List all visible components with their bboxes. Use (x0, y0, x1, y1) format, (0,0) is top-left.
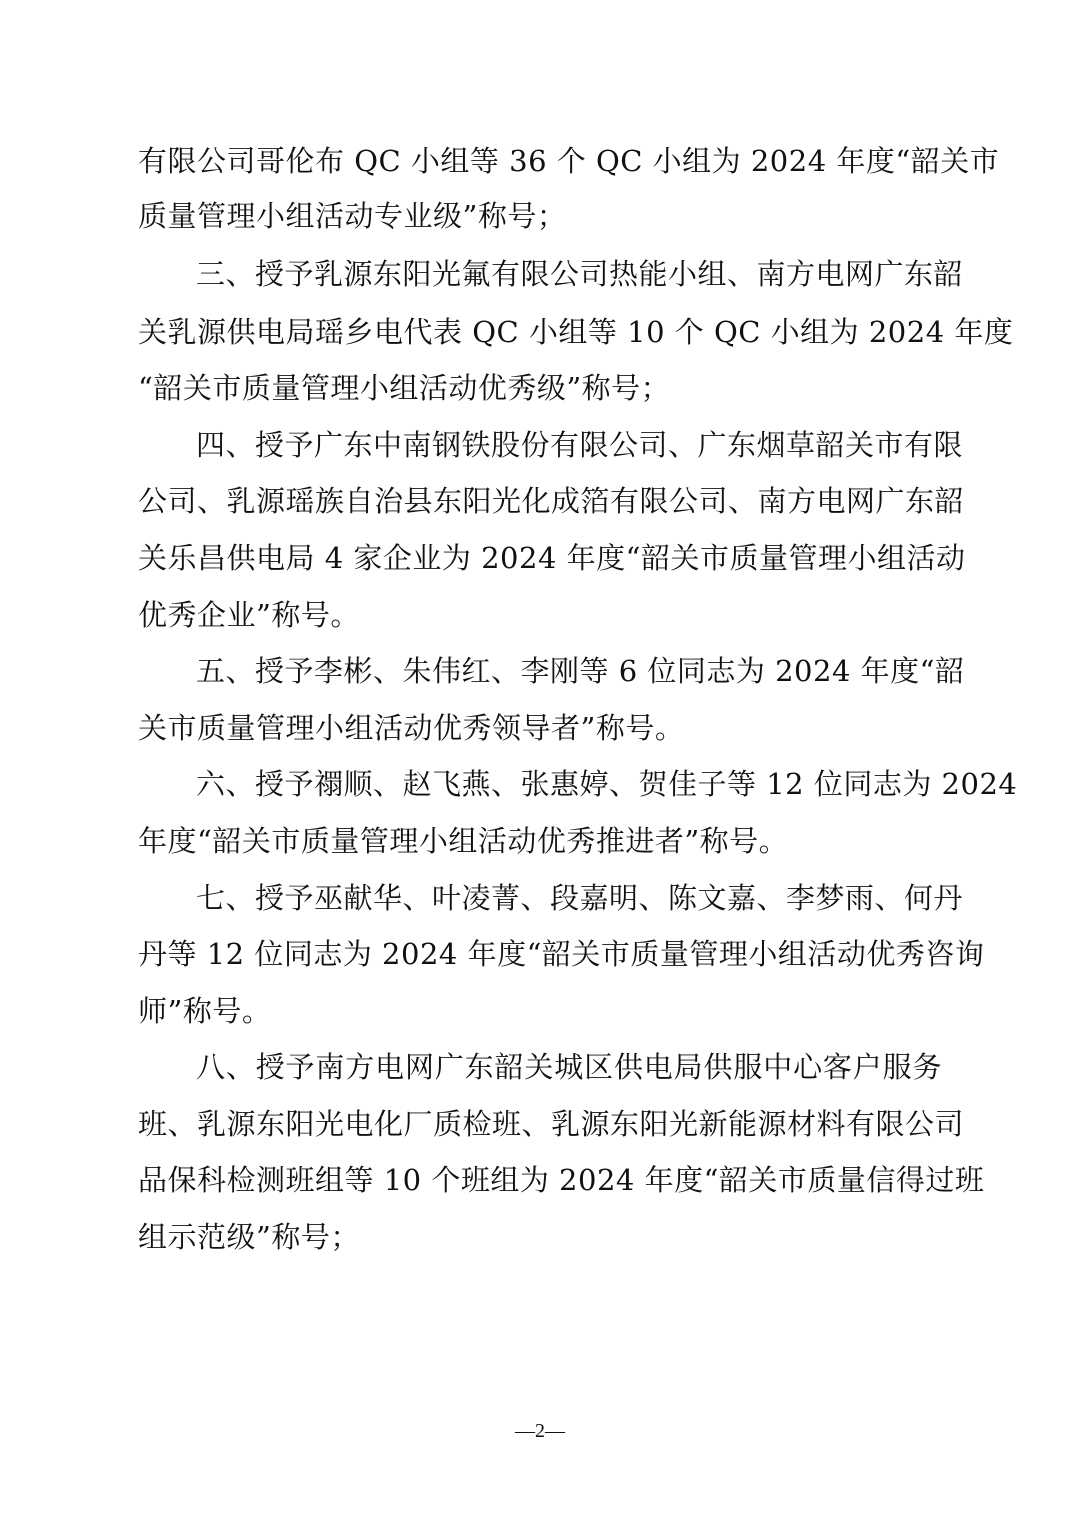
text-line: 关市质量管理小组活动优秀领导者”称号。 (138, 711, 685, 745)
paragraph-6-line: 六、授予禤顺、赵飞燕、张惠婷、贺佳子等 12 位同志为 2024 (196, 767, 1018, 801)
text-line: 有限公司哥伦布 QC 小组等 36 个 QC 小组为 2024 年度“韶关市 (138, 144, 1000, 178)
text-line: 师”称号。 (138, 994, 272, 1028)
page-number: —2— (515, 1420, 565, 1442)
text-line: 关乳源供电局瑶乡电代表 QC 小组等 10 个 QC 小组为 2024 年度 (138, 315, 1014, 349)
text-line: 质量管理小组活动专业级”称号； (138, 199, 567, 233)
text-line: 优秀企业”称号。 (138, 598, 360, 632)
text-line: 公司、乳源瑶族自治县东阳光化成箔有限公司、南方电网广东韶 (138, 484, 965, 518)
text-line: 组示范级”称号； (138, 1220, 360, 1254)
text-line: 班、乳源东阳光电化厂质检班、乳源东阳光新能源材料有限公司 (138, 1107, 965, 1141)
paragraph-4-line: 四、授予广东中南钢铁股份有限公司、广东烟草韶关市有限 (196, 428, 964, 462)
paragraph-7-line: 七、授予巫献华、叶凌菁、段嘉明、陈文嘉、李梦雨、何丹 (196, 881, 964, 915)
text-line: 品保科检测班组等 10 个班组为 2024 年度“韶关市质量信得过班 (138, 1163, 985, 1197)
paragraph-8-line: 八、授予南方电网广东韶关城区供电局供服中心客户服务 (196, 1050, 942, 1084)
text-line: 丹等 12 位同志为 2024 年度“韶关市质量管理小组活动优秀咨询 (138, 937, 985, 971)
text-line: 关乐昌供电局 4 家企业为 2024 年度“韶关市质量管理小组活动 (138, 541, 966, 575)
text-line: 年度“韶关市质量管理小组活动优秀推进者”称号。 (138, 824, 789, 858)
paragraph-3-line: 三、授予乳源东阳光氟有限公司热能小组、南方电网广东韶 (196, 257, 964, 291)
paragraph-5-line: 五、授予李彬、朱伟红、李刚等 6 位同志为 2024 年度“韶 (196, 654, 965, 688)
text-line: “韶关市质量管理小组活动优秀级”称号； (138, 371, 671, 405)
